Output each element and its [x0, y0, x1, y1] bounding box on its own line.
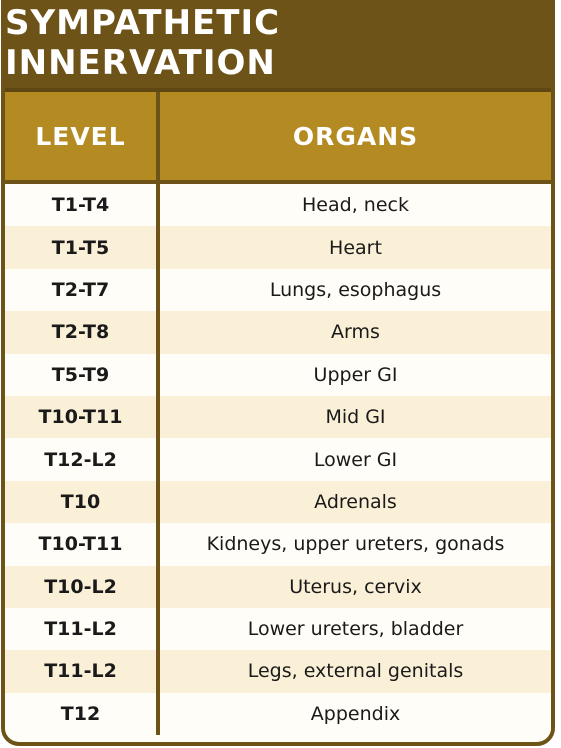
table-body: [5, 184, 551, 735]
organs-cell: Lungs, esophagus: [269, 278, 442, 301]
organs-cell: Heart: [329, 236, 382, 259]
level-cell: T1-T5: [51, 236, 110, 259]
table-row: [5, 481, 551, 523]
organs-cell: Uterus, cervix: [289, 575, 422, 598]
innervation-card: [1, 0, 555, 746]
table-row: [5, 269, 551, 311]
title-bar: [5, 4, 551, 92]
organs-cell: Adrenals: [314, 490, 397, 513]
table-row: [5, 438, 551, 480]
table-row: [5, 354, 551, 396]
organs-cell: Legs, external genitals: [247, 660, 464, 683]
column-header-organs: ORGANS: [292, 121, 419, 151]
table-header-row: [5, 92, 551, 184]
organs-cell: Appendix: [310, 702, 401, 725]
organs-cell: Lower GI: [313, 448, 398, 471]
innervation-table: [5, 92, 551, 742]
level-cell: T2-T8: [51, 321, 110, 344]
table-row: [5, 566, 551, 608]
table-row: [5, 226, 551, 268]
table-row: [5, 311, 551, 353]
organs-cell: Head, neck: [302, 194, 409, 217]
table-row: [5, 608, 551, 650]
level-cell: T1-T4: [51, 194, 110, 217]
level-cell: T10: [60, 490, 101, 513]
level-cell: T10-T11: [38, 406, 123, 429]
column-header-level: LEVEL: [35, 121, 126, 151]
organs-cell: Mid GI: [325, 406, 386, 429]
table-row: [5, 650, 551, 692]
level-cell: T12-L2: [44, 448, 117, 471]
level-cell: T2-T7: [51, 278, 110, 301]
level-cell: T10-L2: [44, 575, 117, 598]
page-title: SYMPATHETIC INNERVATION: [5, 3, 281, 83]
level-cell: T10-T11: [38, 533, 123, 556]
level-cell: T12: [60, 702, 101, 725]
level-cell: T11-L2: [44, 618, 117, 641]
level-cell: T5-T9: [51, 363, 110, 386]
organs-cell: Kidneys, upper ureters, gonads: [206, 533, 505, 556]
table-row: [5, 396, 551, 438]
organs-cell: Upper GI: [313, 363, 398, 386]
table-row: [5, 693, 551, 735]
table-row: [5, 184, 551, 226]
organs-cell: Lower ureters, bladder: [247, 618, 464, 641]
table-row: [5, 523, 551, 565]
level-cell: T11-L2: [44, 660, 117, 683]
organs-cell: Arms: [331, 321, 380, 344]
